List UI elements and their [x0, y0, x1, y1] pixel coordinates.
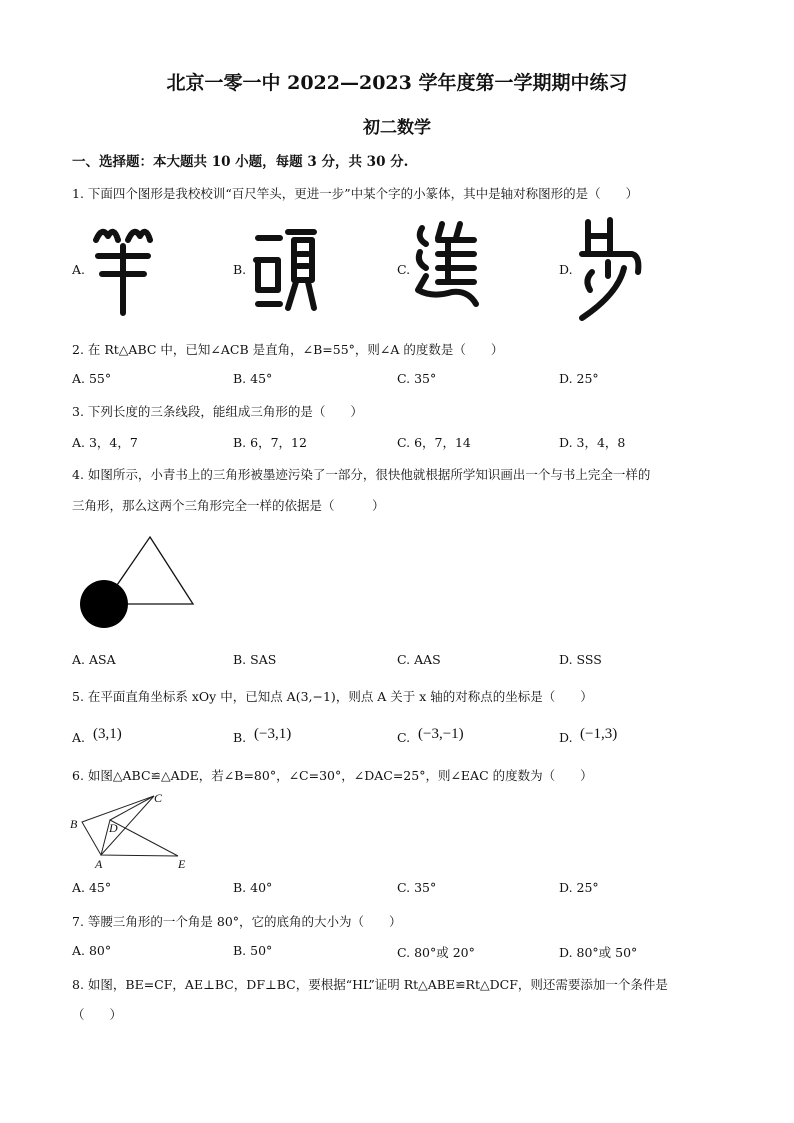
q2-option-a: A. 55°	[72, 371, 112, 386]
seal-glyph-a-image	[88, 218, 158, 318]
q7-option-a: A. 80°	[72, 943, 112, 958]
ink-triangle-figure	[76, 532, 201, 632]
question-2-text: 2. 在 Rt△ABC 中，已知∠ACB 是直角，∠B=55°，则∠A 的度数是（ ）	[72, 342, 504, 357]
figure-label-e: E	[178, 857, 186, 871]
q6-option-c: C. 35°	[397, 880, 437, 895]
q1-option-a: A.	[72, 262, 86, 277]
q5-option-a-letter: A.	[72, 730, 86, 745]
q5-option-d-value: (−1,3)	[580, 726, 618, 742]
figure-label-c: C	[154, 791, 163, 805]
q1-option-d: D.	[559, 262, 573, 277]
question-4-line-1: 4. 如图所示，小青书上的三角形被墨迹污染了一部分，很快他就根据所学知识画出一个与书上完全一样的	[72, 467, 651, 482]
seal-glyph-c-image	[412, 218, 484, 318]
q5-option-b-letter: B.	[233, 730, 247, 745]
q4-option-b: B. SAS	[233, 652, 277, 667]
q6-option-b: B. 40°	[233, 880, 273, 895]
figure-label-b: B	[70, 817, 78, 831]
page-subtitle: 初二数学	[363, 118, 431, 138]
q3-option-d: D. 3，4，8	[559, 435, 626, 450]
q7-option-d: D. 80°或 50°	[559, 945, 638, 960]
q2-option-c: C. 35°	[397, 371, 437, 386]
question-3-text: 3. 下列长度的三条线段，能组成三角形的是（ ）	[72, 404, 363, 419]
question-6-text: 6. 如图△ABC≌△ADE，若∠B=80°，∠C=30°，∠DAC=25°，则∠EAC 的度数为（ ）	[72, 768, 593, 783]
q5-option-d-letter: D.	[559, 730, 573, 745]
q4-option-a: A. ASA	[72, 652, 116, 667]
q3-option-c: C. 6，7，14	[397, 435, 471, 450]
q4-option-c: C. AAS	[397, 652, 441, 667]
question-4-line-2: 三角形，那么这两个三角形完全一样的依据是（ ）	[72, 498, 385, 513]
question-7-text: 7. 等腰三角形的一个角是 80°，它的底角的大小为（ ）	[72, 914, 402, 929]
q5-option-a-value: (3,1)	[93, 726, 122, 742]
figure-label-d: D	[109, 821, 118, 835]
figure-label-a: A	[95, 857, 103, 871]
question-8-line-2: （ ）	[72, 1007, 123, 1022]
q6-option-d: D. 25°	[559, 880, 599, 895]
q7-option-c: C. 80°或 20°	[397, 945, 475, 960]
question-1-text: 1. 下面四个图形是我校校训“百尺竿头，更进一步”中某个字的小篆体，其中是轴对称图形的是（ ）	[72, 186, 639, 201]
question-8-line-1: 8. 如图，BE=CF，AE⊥BC，DF⊥BC，要根据“HL”证明 Rt△ABE≌Rt△DCF，则还需要添加一个条件是	[72, 977, 668, 992]
q5-option-c-letter: C.	[397, 730, 411, 745]
q2-option-d: D. 25°	[559, 371, 599, 386]
section-heading: 一、选择题：本大题共 10 小题，每题 3 分，共 30 分.	[72, 154, 409, 170]
q3-option-b: B. 6，7，12	[233, 435, 307, 450]
question-5-text: 5. 在平面直角坐标系 xOy 中，已知点 A(3,−1)，则点 A 关于 x 轴的对称点的坐标是（ ）	[72, 689, 593, 704]
q1-option-c: C.	[397, 262, 411, 277]
q6-option-a: A. 45°	[72, 880, 112, 895]
page-title: 北京一零一中 2022—2023 学年度第一学期期中练习	[166, 72, 628, 94]
q2-option-b: B. 45°	[233, 371, 273, 386]
q3-option-a: A. 3，4，7	[72, 435, 138, 450]
congruent-triangles-figure	[66, 788, 196, 873]
q4-option-d: D. SSS	[559, 652, 602, 667]
q1-option-b: B.	[233, 262, 247, 277]
q5-option-b-value: (−3,1)	[254, 726, 292, 742]
q5-option-c-value: (−3,−1)	[418, 726, 464, 742]
q7-option-b: B. 50°	[233, 943, 273, 958]
seal-glyph-d-image	[574, 214, 646, 324]
seal-glyph-b-image	[250, 220, 320, 315]
